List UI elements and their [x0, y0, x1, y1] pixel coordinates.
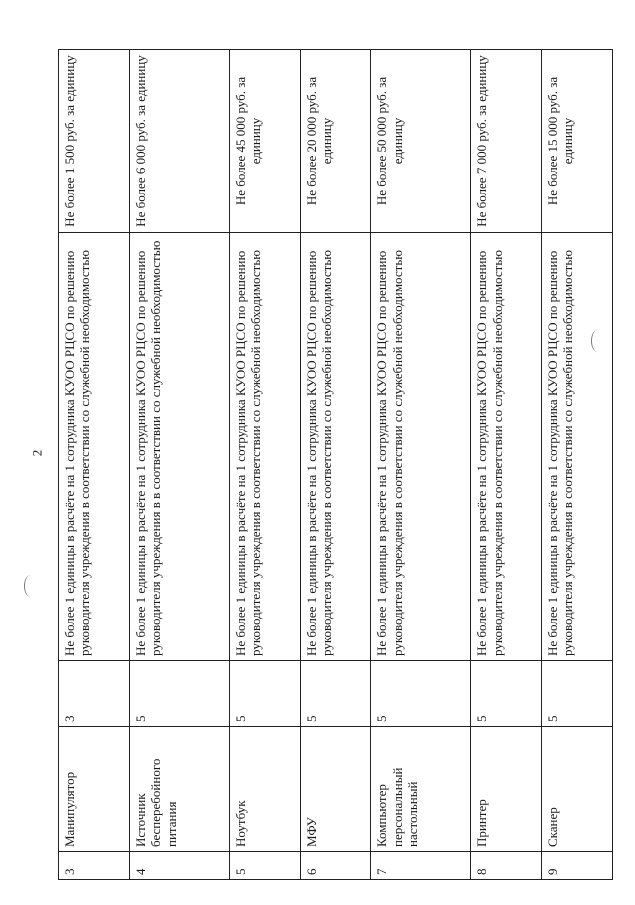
row-number: 9 — [542, 852, 613, 880]
item-name: МФУ — [300, 727, 371, 852]
item-price: Не более 50 000 руб. за единицу — [371, 50, 471, 233]
item-name: Манипулятор — [59, 727, 130, 852]
requirements-table — [58, 49, 613, 880]
item-norm: Не более 1 единицы в расчёте на 1 сотрудника КУОО РЦСО по решению руководителя учреждения в соответствии со служебной необходимостью — [471, 233, 542, 661]
item-name: Компьютер персональный настольный — [371, 727, 471, 852]
table-row — [371, 50, 471, 880]
row-number: 8 — [471, 852, 542, 880]
item-price: Не более 20 000 руб. за единицу — [300, 50, 371, 233]
table-row — [59, 50, 130, 880]
item-norm: Не более 1 единицы в расчёте на 1 сотрудника КУОО РЦСО по решению руководителя учреждения в соответствии со служебной необходимостью — [371, 233, 471, 661]
item-price: Не более 15 000 руб. за единицу — [542, 50, 613, 233]
row-number: 4 — [129, 852, 229, 880]
punch-hole-mark — [24, 575, 37, 597]
item-quantity: 5 — [371, 661, 471, 727]
row-number: 6 — [300, 852, 371, 880]
page-number: 2 — [29, 449, 45, 457]
item-quantity: 3 — [59, 661, 130, 727]
item-norm: Не более 1 единицы в расчёте на 1 сотрудника КУОО РЦСО по решению руководителя учреждения в соответствии со служебной необходимостью — [542, 233, 613, 661]
table-row — [129, 50, 229, 880]
row-number: 5 — [229, 852, 300, 880]
row-number: 7 — [371, 852, 471, 880]
item-name: Источник бесперебойного питания — [129, 727, 229, 852]
item-norm: Не более 1 единицы в расчёте на 1 сотрудника КУОО РЦСО по решению руководителя учреждения в в соответствии со служебной необходимостью — [129, 233, 229, 661]
table-row — [542, 50, 613, 880]
item-quantity: 5 — [300, 661, 371, 727]
item-norm: Не более 1 единицы в расчёте на 1 сотрудника КУОО РЦСО по решению руководителя учреждения в соответствии со служебной необходимостью — [59, 233, 130, 661]
table-row — [471, 50, 542, 880]
item-price: Не более 45 000 руб. за единицу — [229, 50, 300, 233]
item-price: Не более 6 000 руб. за единицу — [129, 50, 229, 233]
rotated-table-container — [58, 50, 613, 880]
item-norm: Не более 1 единицы в расчёте на 1 сотрудника КУОО РЦСО по решению руководителя учреждения в соответствии со служебной необходимостью — [229, 233, 300, 661]
table-row — [300, 50, 371, 880]
item-name: Сканер — [542, 727, 613, 852]
item-norm: Не более 1 единицы в расчёте на 1 сотрудника КУОО РЦСО по решению руководителя учреждения в соответствии со служебной необходимостью — [300, 233, 371, 661]
item-quantity: 5 — [229, 661, 300, 727]
item-quantity: 5 — [471, 661, 542, 727]
item-price: Не более 7 000 руб. за единицу — [471, 50, 542, 233]
item-price: Не более 1 500 руб. за единицу — [59, 50, 130, 233]
item-name: Ноутбук — [229, 727, 300, 852]
row-number: 3 — [59, 852, 130, 880]
table-row — [229, 50, 300, 880]
item-quantity: 5 — [542, 661, 613, 727]
item-quantity: 5 — [129, 661, 229, 727]
item-name: Принтер — [471, 727, 542, 852]
